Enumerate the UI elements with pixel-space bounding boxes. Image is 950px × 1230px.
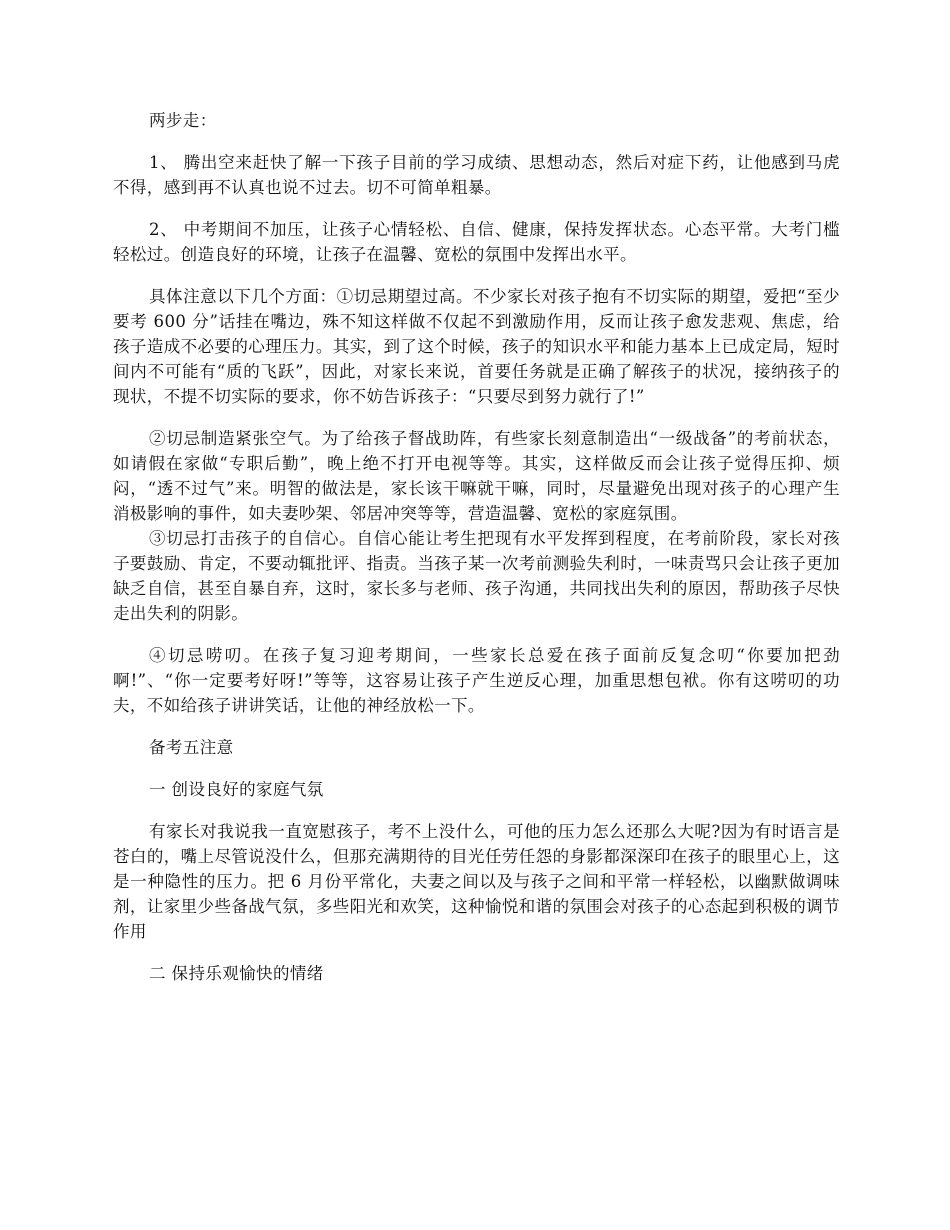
section-two-heading: 二 保持乐观愉快的情绪: [149, 964, 324, 983]
five-notes-heading: 备考五注意: [149, 738, 234, 757]
nagging-paragraph: ④切忌唠叨。在孩子复习迎考期间，一些家长总爱在孩子面前反复念叨“你要加把劲啊!”、“你一定要考好呀!”等等，这容易让孩子产生逆反心理，加重思想包袱。你有这唠叨的功夫，不如给孩子讲讲笑话，让他的神经放松一下。: [113, 646, 840, 715]
step-two-paragraph: 2、 中考期间不加压，让孩子心情轻松、自信、健康，保持发挥状态。心态平常。大考门槛轻松过。创造良好的环境，让孩子在温馨、宽松的氛围中发挥出水平。: [113, 220, 840, 264]
section-label-two-steps: 两步走：: [149, 111, 217, 130]
confidence-paragraph: ③切忌打击孩子的自信心。自信心能让考生把现有水平发挥到程度，在考前阶段，家长对孩子要鼓励、肯定，不要动辄批评、指责。当孩子某一次考前测验失利时，一味责骂只会让孩子更加缺乏自信，甚至自暴自弃，这时，家长多与老师、孩子沟通，共同找出失利的原因，帮助孩子尽快走出失利的阴影。: [113, 529, 840, 623]
step-one-paragraph: 1、 腾出空来赶快了解一下孩子目前的学习成绩、思想动态，然后对症下药，让他感到马虎不得，感到再不认真也说不过去。切不可简单粗暴。: [113, 153, 840, 197]
expectations-paragraph: 具体注意以下几个方面：①切忌期望过高。不少家长对孩子抱有不切实际的期望，爱把“至少要考 600 分”话挂在嘴边，殊不知这样做不仅起不到激励作用，反而让孩子愈发悲观、焦虑，给孩子造成不必要的心理压力。其实，到了这个时候，孩子的知识水平和能力基本上已成定局，短时间内不可能有“质的飞跃”，因此，对家长来说，首要任务就是正确了解孩子的状况，接纳孩子的现状，不提不切实际的要求，你不妨告诉孩子：“只要尽到努力就行了!”: [113, 287, 840, 406]
family-atmosphere-paragraph: 有家长对我说我一直宽慰孩子，考不上没什么，可他的压力怎么还那么大呢?因为有时语言是苍白的，嘴上尽管说没什么，但那充满期待的目光任劳任怨的身影都深深印在孩子的眼里心上，这是一种隐性的压力。把 6 月份平常化，夫妻之间以及与孩子之间和平常一样轻松，以幽默做调味剂，让家里少些备战气氛，多些阳光和欢笑，这种愉悦和谐的氛围会对孩子的心态起到积极的调节作用: [113, 822, 840, 941]
document-page: [113, 108, 840, 1003]
tension-paragraph: ②切忌制造紧张空气。为了给孩子督战助阵，有些家长刻意制造出“一级战备”的考前状态，如请假在家做“专职后勤”，晚上绝不打开电视等等。其实，这样做反而会让孩子觉得压抑、烦闷，“透不过气”来。明智的做法是，家长该干嘛就干嘛，同时，尽量避免出现对孩子的心理产生消极影响的事件，如夫妻吵架、邻居冲突等等，营造温馨、宽松的家庭氛围。: [113, 429, 840, 523]
section-one-heading: 一 创设良好的家庭气氛: [149, 780, 324, 799]
